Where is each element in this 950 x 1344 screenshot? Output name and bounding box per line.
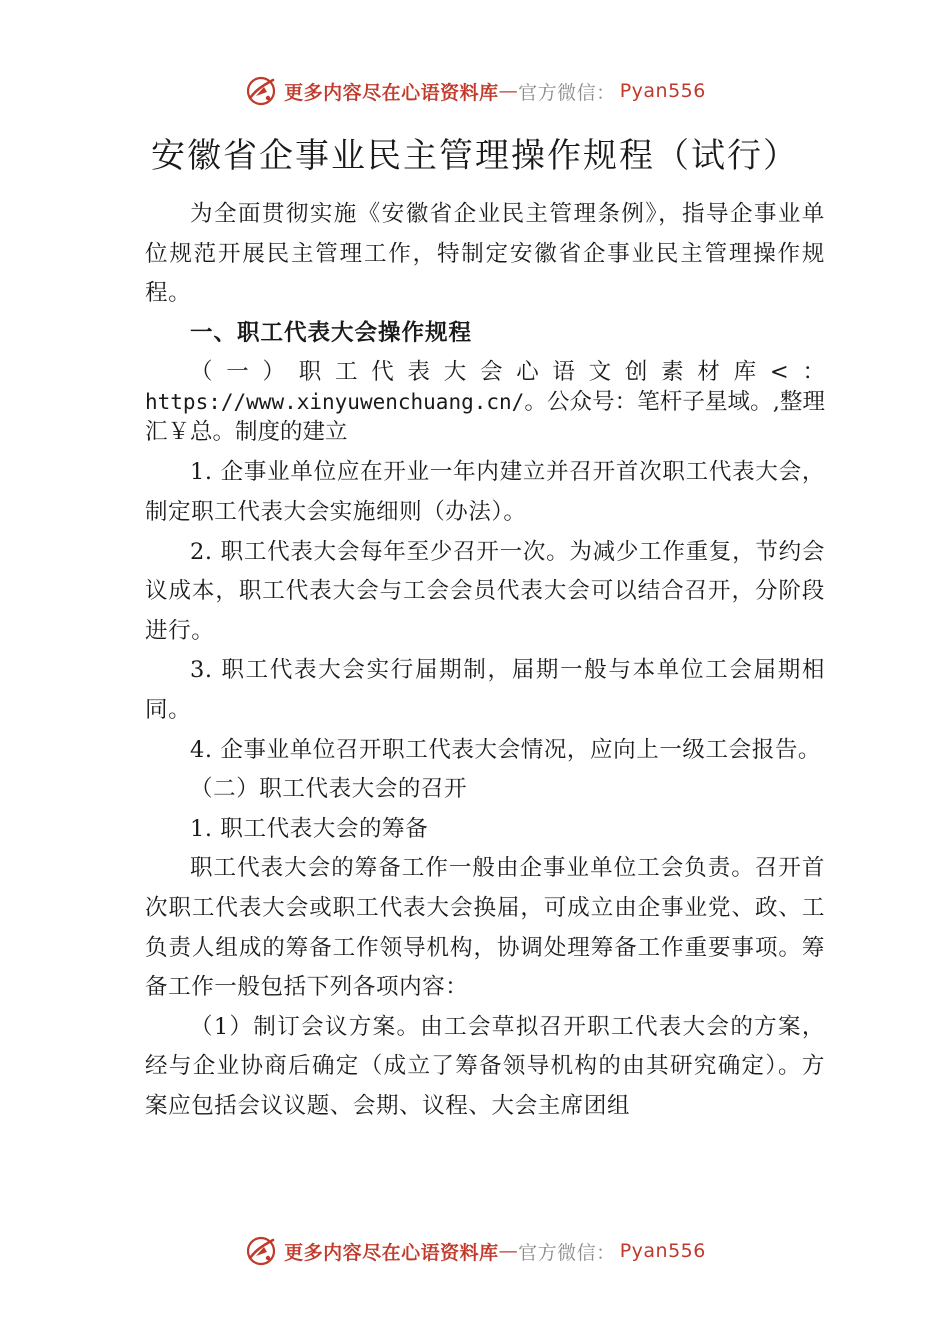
subsection-heading-1 <box>145 353 825 453</box>
watermark-text: 更多内容尽在心语资料库 <box>284 81 499 104</box>
clause-1: 1. 企事业单位应在开业一年内建立并召开首次职工代表大会，制定职工代表大会实施细则（办法）。 <box>145 459 825 525</box>
watermark-separator: — <box>498 1240 519 1262</box>
watermark-id: Pyan556 <box>619 80 706 102</box>
document-title: 安徽省企事业民主管理操作规程（试行） <box>151 136 799 176</box>
subsection-prefix: （一）职工代表大会心语文创素材库<： <box>190 359 825 386</box>
section-heading: 一、职工代表大会操作规程 <box>190 319 473 346</box>
item-heading-1: 1. 职工代表大会的筹备 <box>190 815 429 842</box>
url-rest: www.xinyuwenchuang.cn/ <box>246 390 525 415</box>
subsection-suffix: 。公众号：笔杆子星域。,整理汇￥总。制度的建立 <box>145 389 825 446</box>
watermark-text: 更多内容尽在心语资料库 <box>284 1241 499 1264</box>
url-start: https:// <box>145 390 247 415</box>
clause-2: 2. 职工代表大会每年至少召开一次。为减少工作重复，节约会议成本，职工代表大会与工会会员代表大会可以结合召开，分阶段进行。 <box>145 538 825 644</box>
intro-paragraph: 为全面贯彻实施《安徽省企业民主管理条例》，指导企事业单位规范开展民主管理工作，特制定安徽省企事业民主管理操作规程。 <box>145 201 825 307</box>
logo-icon <box>244 74 278 108</box>
watermark-footer <box>0 1234 950 1268</box>
watermark-header <box>0 74 950 108</box>
watermark-label: 官方微信： <box>518 1241 616 1264</box>
watermark-separator: — <box>498 80 519 102</box>
subsection-heading-2: （二）职工代表大会的召开 <box>190 776 468 803</box>
body-paragraph: 职工代表大会的筹备工作一般由企事业单位工会负责。召开首次职工代表大会或职工代表大会换届，可成立由企事业党、政、工负责人组成的筹备工作领导机构，协调处理筹备工作重要事项。筹备工作一般包括下列各项内容： <box>145 855 825 1001</box>
watermark-label: 官方微信： <box>518 81 616 104</box>
clause-4: 4. 企事业单位召开职工代表大会情况，应向上一级工会报告。 <box>190 736 822 763</box>
clause-3: 3. 职工代表大会实行届期制，届期一般与本单位工会届期相同。 <box>145 657 825 723</box>
document-body <box>145 195 825 1126</box>
sub-item-1: （1）制订会议方案。由工会草拟召开职工代表大会的方案，经与企业协商后确定（成立了筹备领导机构的由其研究确定）。方案应包括会议议题、会期、议程、大会主席团组 <box>145 1013 825 1119</box>
logo-icon <box>244 1234 278 1268</box>
watermark-id: Pyan556 <box>619 1240 706 1262</box>
